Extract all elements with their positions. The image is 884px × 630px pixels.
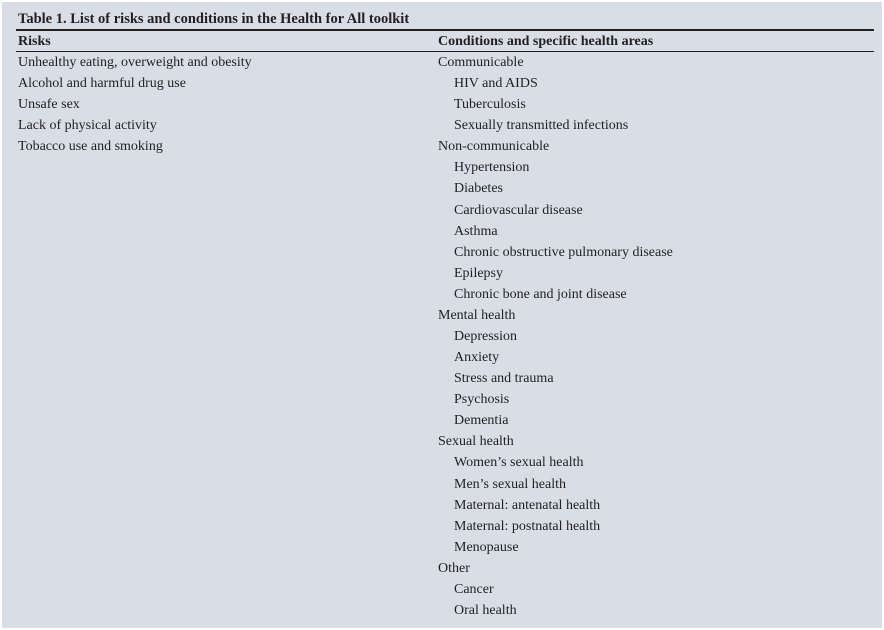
risk-item: Alcohol and harmful drug use	[18, 76, 186, 92]
condition-item: Psychosis	[454, 392, 510, 408]
title-divider	[16, 29, 874, 31]
condition-item: HIV and AIDS	[454, 76, 538, 92]
condition-item: Chronic bone and joint disease	[454, 286, 627, 302]
condition-item: Maternal: antenatal health	[454, 497, 601, 513]
header-conditions: Conditions and specific health areas	[438, 34, 654, 49]
condition-item: Women’s sexual health	[454, 455, 584, 471]
condition-item: Hypertension	[454, 160, 530, 176]
conditions-column	[438, 52, 673, 621]
condition-item: Anxiety	[454, 350, 500, 366]
condition-category: Mental health	[438, 307, 516, 323]
risk-item: Unsafe sex	[18, 97, 80, 113]
condition-category: Other	[438, 560, 470, 576]
condition-category: Sexual health	[438, 434, 514, 450]
condition-item: Stress and trauma	[454, 371, 554, 387]
condition-item: Men’s sexual health	[454, 476, 566, 492]
table-panel	[2, 2, 882, 628]
condition-item: Chronic obstructive pulmonary disease	[454, 244, 673, 260]
condition-item: Cancer	[454, 581, 494, 597]
condition-item: Epilepsy	[454, 265, 503, 281]
condition-item: Asthma	[454, 223, 498, 239]
risks-column	[18, 52, 252, 157]
condition-item: Depression	[454, 329, 517, 345]
condition-item: Diabetes	[454, 181, 503, 197]
table-title: Table 1. List of risks and conditions in the Health for All toolkit	[18, 11, 410, 27]
risk-item: Tobacco use and smoking	[18, 139, 163, 155]
condition-category: Communicable	[438, 55, 524, 70]
condition-item: Dementia	[454, 413, 509, 429]
condition-item: Maternal: postnatal health	[454, 518, 601, 534]
condition-item: Sexually transmitted infections	[454, 118, 629, 134]
condition-item: Tuberculosis	[454, 97, 526, 113]
condition-item: Cardiovascular disease	[454, 202, 583, 218]
risk-item: Unhealthy eating, overweight and obesity	[18, 55, 252, 70]
condition-category: Non-communicable	[438, 139, 550, 155]
condition-item: Menopause	[454, 539, 519, 555]
risk-item: Lack of physical activity	[18, 118, 157, 134]
condition-item: Oral health	[454, 603, 517, 619]
header-risks: Risks	[18, 34, 51, 49]
